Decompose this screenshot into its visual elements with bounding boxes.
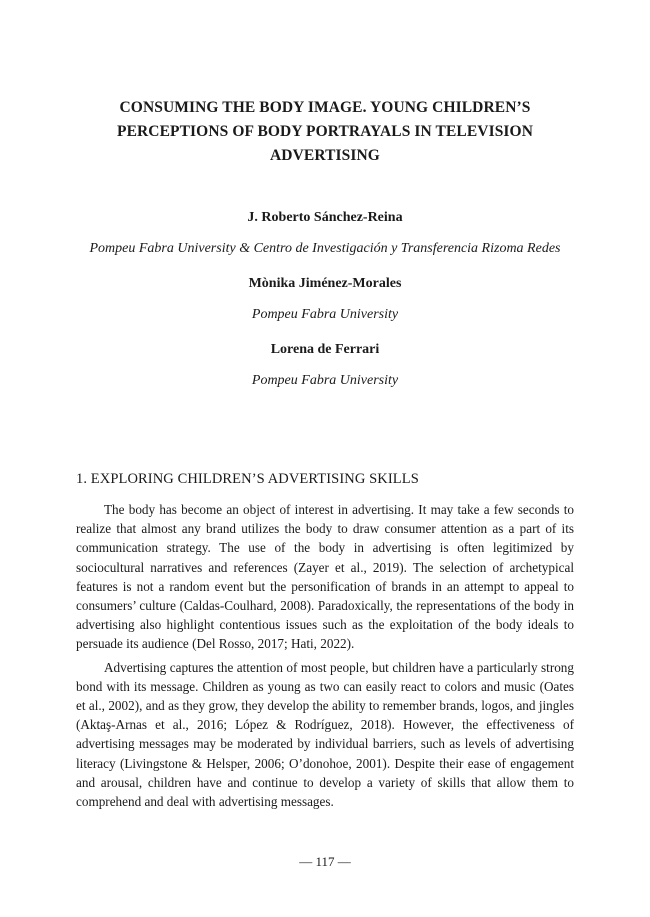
author-name-3: Lorena de Ferrari [270, 342, 380, 357]
title-line-1: CONSUMING THE BODY IMAGE. YOUNG CHILDREN’S [119, 99, 531, 116]
author-affiliation-1: Pompeu Fabra University & Centro de Investigación y Transferencia Rizoma Redes [89, 241, 561, 256]
author-name-2: Mònika Jiménez-Morales [248, 276, 402, 291]
author-affiliation-2: Pompeu Fabra University [251, 307, 399, 322]
title-line-3: ADVERTISING [270, 147, 380, 164]
section-body [76, 500, 574, 815]
author-affiliation-3: Pompeu Fabra University [251, 373, 399, 388]
author-name-1: J. Roberto Sánchez-Reina [247, 210, 403, 225]
section-heading: 1. EXPLORING CHILDREN’S ADVERTISING SKILLS [76, 471, 419, 487]
title-line-2: PERCEPTIONS OF BODY PORTRAYALS IN TELEVISION [117, 123, 533, 140]
paper-title [75, 96, 575, 168]
page-number: — 117 — [299, 854, 351, 869]
body-paragraph: Advertising captures the attention of most people, but children have a particularly strong bond with its message. Children as young as two can easily react to colors and music (Oates et al., 2002), and as they grow, they develop the ability to remember brands, logos, and jingles (Aktaş-Arnas et al., 2016; López & Rodríguez, 2018). However, the effectiveness of advertising messages may be moderated by individual barriers, such as levels of advertising literacy (Livingstone & Helsper, 2006; O’donohoe, 2001). Despite their ease of engagement and arousal, children have and continue to develop a variety of skills that allow them to comprehend and deal with advertising messages. [76, 659, 574, 810]
body-paragraph: The body has become an object of interest in advertising. It may take a few seconds to realize that almost any brand utilizes the body to draw consumer attention as a part of its communication strategy. The use of the body in advertising is often legitimized by sociocultural narratives and references (Zayer et al., 2019). The selection of archetypical features is not a random event but the personification of brands in an attempt to appeal to consumers’ culture (Caldas-Coulhard, 2008). Paradoxically, the representations of the body in advertising also highlight contentious issues such as the exploitation of the body ideals to persuade its audience (Del Rosso, 2017; Hati, 2022). [76, 502, 574, 652]
